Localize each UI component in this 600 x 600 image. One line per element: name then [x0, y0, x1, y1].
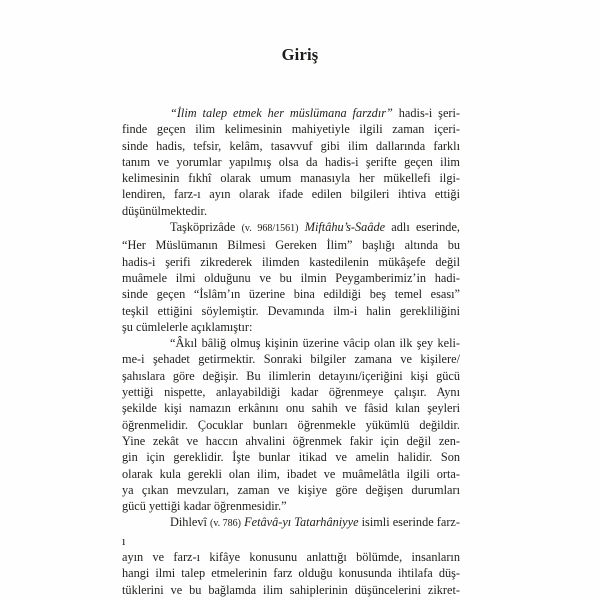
body-text — [122, 105, 460, 598]
text-line: “Âkıl bâliğ olmuş kişinin üzerine vâcip olan ilk şey keli- — [170, 336, 460, 351]
text-line: şahıslara göre değişir. Bu ilimlerin detayını/içeriğini kişi gücü — [122, 368, 460, 383]
text-line: kelimesinin fıkhî olarak umum manasıyla her mükellefi ilgi- — [122, 171, 460, 186]
text-line: me-i şehadet getirmektir. Sonraki bilgiler zamana ve kişilere/ — [122, 352, 460, 367]
text-line: şekilde kişi namazın erkânını onu sahih ve fâsid kılan şeyleri — [122, 401, 460, 416]
text-line: hangi ilmi talep etmelerinin farz olduğu konusunda ihtilafa düş- — [122, 566, 460, 581]
text-line: teşkil ettiğini söylemiştir. Devamında ilm-i halin gerekliliğini — [122, 303, 460, 318]
text-line: yettiği nispette, anlayabildiği kadar öğrenmeye çalışır. Aynı — [122, 385, 460, 400]
text-line: Taşköprizâde (v. 968/1561) Miftâhu’s-Saâde adlı eserinde, — [170, 220, 460, 235]
text-line: öğrenmelidir. Çocuklar bunları öğrenmekle yükümlü değildir. — [122, 417, 460, 432]
text-line: gücü yettiği kadar öğrenmesidir.” — [122, 499, 287, 514]
text-line: finde geçen ilim kelimesinin mahiyetiyle ilgili zaman içeri- — [122, 122, 460, 137]
page-title: Giriş — [281, 45, 319, 64]
text-line: “Her Müslümanın Bilmesi Gereken İlim” başlığı altında bu — [122, 238, 460, 253]
text-line: tüklerini ve bu bağlamda ilim sahiplerinin düşüncelerini zikret- — [122, 582, 460, 597]
text-line: sinde hadis, tefsir, kelâm, tasavvuf gibi ilim dallarında farklı — [122, 138, 460, 153]
text-line: tanım ve yorumlar yapılmış olsa da hadis-i şerifte geçen ilim — [122, 154, 460, 169]
text-line: ayın ve farz-ı kifâye konusunu anlattığı bölümde, insanların — [122, 550, 460, 565]
text-line: “İlim talep etmek her müslümana farzdır” hadis-i şeri- — [170, 106, 461, 120]
text-line: hadis-i şerifi zikrederek ilimden kastedilenin mükâşefe değil — [122, 254, 460, 269]
text-line: muâmele ilmi olduğunu ve bu ilmin Peygamberimiz’in hadi- — [122, 270, 460, 285]
text-line: Dihlevî (v. 786) Fetâvâ-yı Tatarhâniyye isimli eserinde farz-ı — [122, 515, 460, 548]
text-line: şu cümlelerle açıklamıştır: — [122, 319, 253, 334]
text-line: lendiren, farz-ı ayın olarak ifade edilen bilgileri ihtiva ettiği — [122, 187, 460, 202]
text-line: Yine zekât ve haccın ahvalini öğrenmek fakir için değil zen- — [122, 433, 460, 448]
text-line: ya çıkan mevzuları, zaman ve kişiye göre değişen durumları — [122, 482, 460, 497]
text-line: olarak kula gerekli olan ilim, ibadet ve muâmelâtla ilgili orta- — [122, 466, 460, 481]
text-line: düşünülmektedir. — [122, 203, 208, 218]
text-line: gin için gereklidir. İşte bunlar itikad ve amelin halidir. Son — [122, 450, 460, 465]
text-line: sinde geçen “İslâm’ın üzerine bina edildiği beş temel esası” — [122, 287, 460, 302]
